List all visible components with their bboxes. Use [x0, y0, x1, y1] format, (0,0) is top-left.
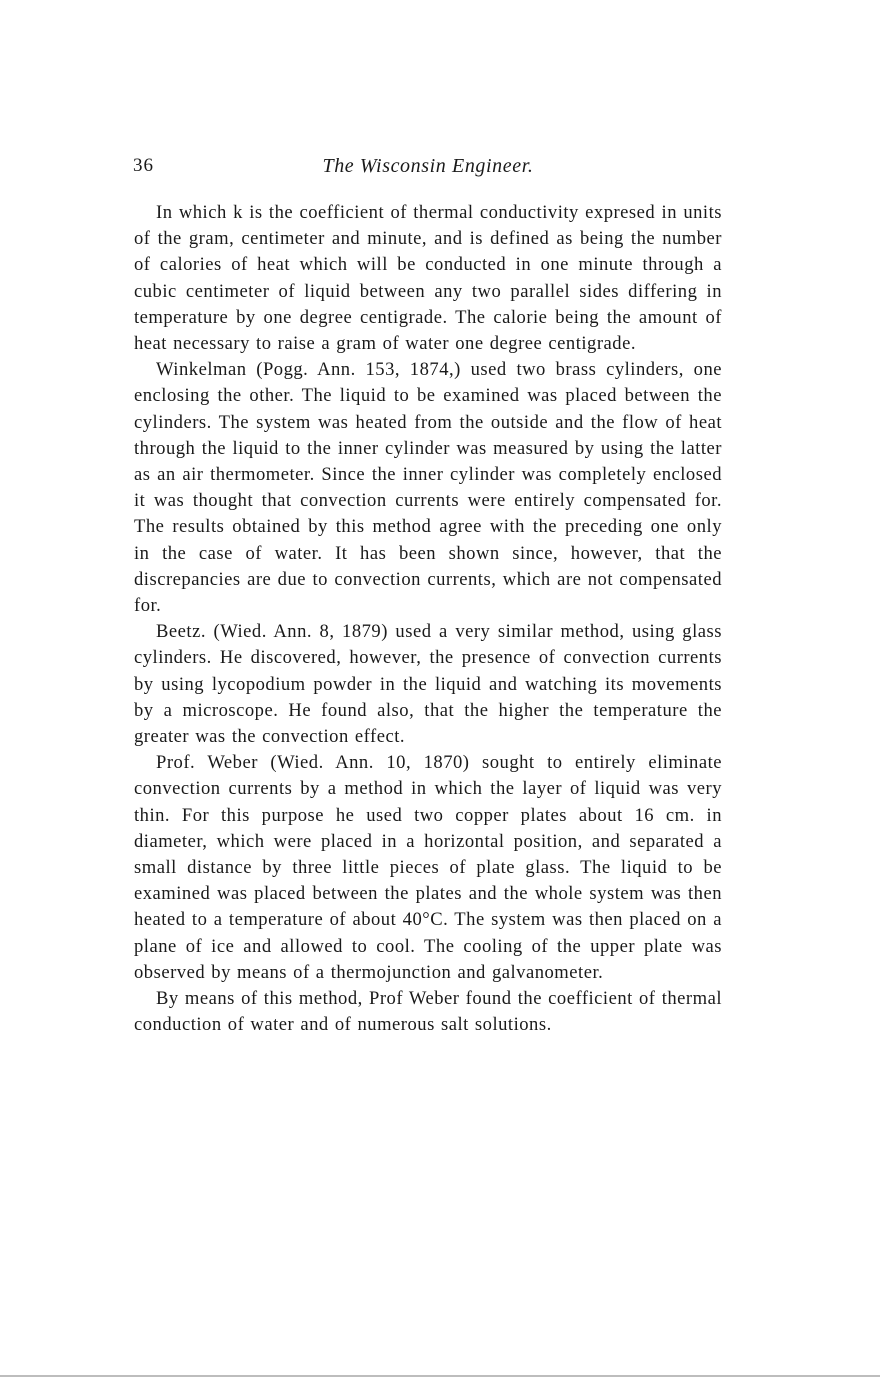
paragraph-thermal-conductivity-definition: In which k is the coefficient of thermal conductivity expresed in units of the gram, centimeter and minute, and is defined as being the number of calories of heat which will be conducted in one minute through a cubic centimeter of liquid between any two parallel sides differing in temperature by one degree centigrade. The calorie being the amount of heat necessary to raise a gram of water one degree centigrade. — [134, 202, 722, 355]
paragraph-beetz: Beetz. (Wied. Ann. 8, 1879) used a very similar method, using glass cylinders. He discovered, however, the presence of convection currents by using lycopodium powder in the liquid and watching its movements by a microscope. He found also, that the higher the temperature the greater was the convection effect. — [134, 621, 722, 748]
paragraph-weber-method: Prof. Weber (Wied. Ann. 10, 1870) sought to entirely eliminate convection currents by a method in which the layer of liquid was very thin. For this purpose he used two copper plates about 16 cm. in diameter, which were placed in a horizontal position, and separated a small distance by three little pieces of plate glass. The liquid to be examined was placed between the plates and the whole system was then heated to a temperature of about 40°C. The system was then placed on a plane of ice and allowed to cool. The cooling of the upper plate was observed by means of a thermojunction and galvanometer. — [134, 752, 722, 983]
journal-title: The Wisconsin Engineer. — [322, 155, 534, 177]
page-edge-rule — [0, 1375, 880, 1377]
page-number: 36 — [133, 155, 154, 176]
running-head — [133, 155, 723, 185]
body-text — [134, 200, 722, 1039]
paragraph-winkelman: Winkelman (Pogg. Ann. 153, 1874,) used two brass cylinders, one enclosing the other. The liquid to be examined was placed between the cylinders. The system was heated from the outside and the flow of heat through the liquid to the inner cylinder was measured by using the latter as an air thermometer. Since the inner cylinder was completely enclosed it was thought that convection currents were entirely compensated for. The results obtained by this method agree with the preceding one only in the case of water. It has been shown since, however, that the discrepancies are due to convection currents, which are not compensated for. — [134, 359, 722, 617]
paragraph-weber-results: By means of this method, Prof Weber found the coefficient of thermal conduction of water and of numerous salt solutions. — [134, 988, 722, 1036]
